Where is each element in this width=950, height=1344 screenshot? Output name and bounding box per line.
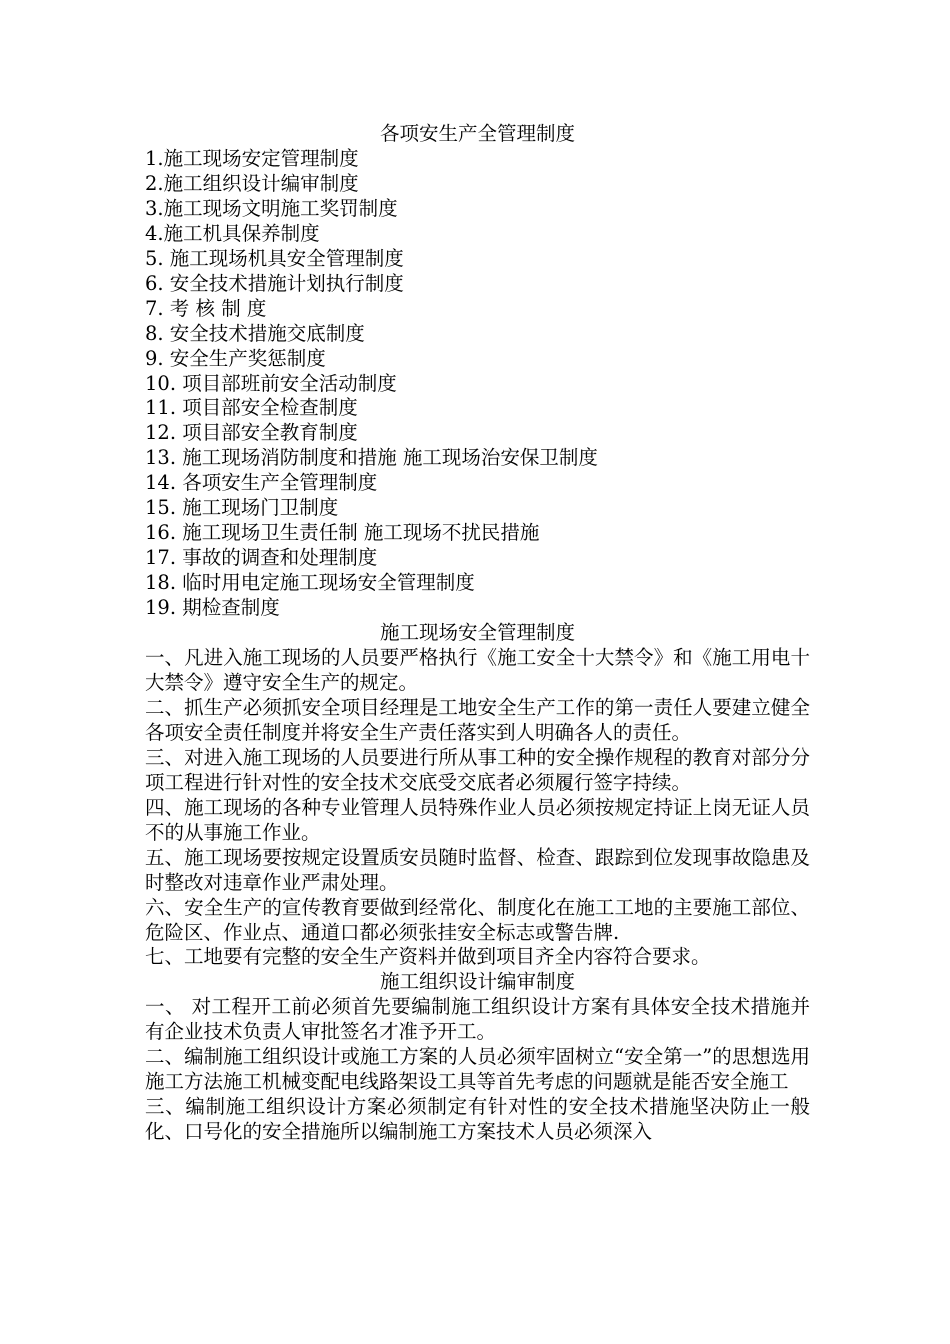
list-item: 7. 考 核 制 度 bbox=[145, 296, 267, 320]
section-title-design-review: 施工组织设计编审制度 bbox=[379, 970, 575, 994]
list-item: 2.施工组织设计编审制度 bbox=[145, 171, 359, 195]
paragraph: 六、安全生产的宣传教育要做到经常化、制度化在施工工地的主要施工部位、危险区、作业点、通道口都必须张挂安全标志或警告牌. bbox=[145, 895, 810, 944]
list-item: 18. 临时用电定施工现场安全管理制度 bbox=[145, 571, 475, 595]
list-item: 4.施工机具保养制度 bbox=[145, 221, 320, 245]
list-item: 13. 施工现场消防制度和措施 施工现场治安保卫制度 bbox=[145, 446, 598, 470]
section-site-safety bbox=[145, 646, 810, 970]
list-item: 10. 项目部班前安全活动制度 bbox=[145, 371, 397, 395]
paragraph: 五、施工现场要按规定设置质安员随时监督、检查、跟踪到位发现事故隐患及时整改对违章作业严肃处理。 bbox=[145, 845, 810, 894]
paragraph: 二、编制施工组织设计或施工方案的人员必须牢固树立“安全第一”的思想选用施工方法施工机械变配电线路架设工具等首先考虑的问题就是能否安全施工 bbox=[145, 1045, 810, 1094]
list-item: 17. 事故的调查和处理制度 bbox=[145, 546, 378, 570]
document-page bbox=[145, 122, 810, 1145]
paragraph: 三、编制施工组织设计方案必须制定有针对性的安全技术措施坚决防止一般化、口号化的安全措施所以编制施工方案技术人员必须深入 bbox=[145, 1095, 810, 1144]
toc-list bbox=[145, 147, 810, 621]
document-title: 各项安生产全管理制度 bbox=[379, 122, 575, 145]
list-item: 1.施工现场安定管理制度 bbox=[145, 146, 359, 170]
list-item: 11. 项目部安全检查制度 bbox=[145, 396, 358, 420]
list-item: 5. 施工现场机具安全管理制度 bbox=[145, 246, 404, 270]
paragraph: 一、凡进入施工现场的人员要严格执行《施工安全十大禁令》和《施工用电十大禁令》遵守安全生产的规定。 bbox=[145, 646, 810, 694]
section-title-site-safety: 施工现场安全管理制度 bbox=[379, 621, 575, 645]
list-item: 3.施工现场文明施工奖罚制度 bbox=[145, 196, 398, 220]
paragraph: 三、对进入施工现场的人员要进行所从事工种的安全操作规程的教育对部分分项工程进行针对性的安全技术交底受交底者必须履行签字持续。 bbox=[145, 745, 810, 794]
list-item: 9. 安全生产奖惩制度 bbox=[145, 346, 326, 370]
paragraph: 四、施工现场的各种专业管理人员特殊作业人员必须按规定持证上岗无证人员不的从事施工作业。 bbox=[145, 795, 810, 844]
list-item: 12. 项目部安全教育制度 bbox=[145, 421, 358, 445]
list-item: 14. 各项安生产全管理制度 bbox=[145, 471, 378, 495]
paragraph: 二、抓生产必须抓安全项目经理是工地安全生产工作的第一责任人要建立健全各项安全责任制度并将安全生产责任落实到人明确各人的责任。 bbox=[145, 695, 810, 744]
list-item: 6. 安全技术措施计划执行制度 bbox=[145, 271, 404, 295]
paragraph: 一、 对工程开工前必须首先要编制施工组织设计方案有具体安全技术措施并有企业技术负责人审批签名才准予开工。 bbox=[145, 995, 810, 1044]
list-item: 19. 期检查制度 bbox=[145, 596, 280, 620]
list-item: 8. 安全技术措施交底制度 bbox=[145, 321, 365, 345]
list-item: 15. 施工现场门卫制度 bbox=[145, 496, 339, 520]
list-item: 16. 施工现场卫生责任制 施工现场不扰民措施 bbox=[145, 521, 540, 545]
section-design-review bbox=[145, 995, 810, 1145]
paragraph: 七、工地要有完整的安全生产资料并做到项目齐全内容符合要求。 bbox=[145, 945, 711, 969]
